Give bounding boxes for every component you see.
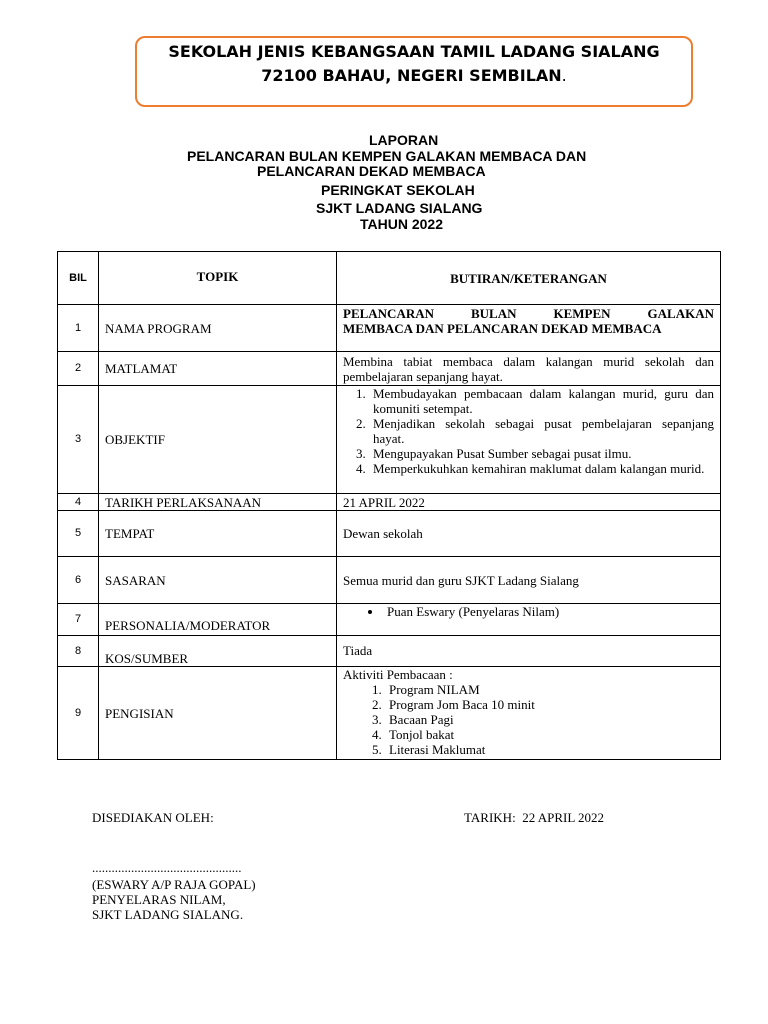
row-butiran: 21 APRIL 2022 xyxy=(337,494,721,511)
activity-list xyxy=(343,682,714,757)
row-bil: 3 xyxy=(58,386,99,494)
row-butiran: Semua murid dan guru SJKT Ladang Sialang xyxy=(337,557,721,604)
row-butiran: Tiada xyxy=(337,636,721,667)
school-header-box xyxy=(135,36,693,107)
row-bil: 4 xyxy=(58,494,99,511)
objective-list xyxy=(343,386,714,476)
table-row xyxy=(58,511,721,557)
table-row xyxy=(58,494,721,511)
row-bil: 7 xyxy=(58,604,99,636)
table-header-row xyxy=(58,252,721,305)
personalia-list xyxy=(343,604,714,619)
title-line-1: LAPORAN xyxy=(369,132,439,148)
program-name-line-1: PELANCARAN BULAN KEMPEN GALAKAN xyxy=(343,306,714,321)
row-bil: 5 xyxy=(58,511,99,557)
list-item: 3. Bacaan Pagi xyxy=(385,712,714,727)
header-topik: TOPIK xyxy=(99,252,337,305)
row-butiran xyxy=(337,667,721,760)
row-topik: PENGISIAN xyxy=(99,667,337,760)
school-address: 72100 BAHAU, NEGERI SEMBILAN. xyxy=(261,66,567,85)
title-line-6: TAHUN 2022 xyxy=(360,216,443,232)
row-bil: 2 xyxy=(58,352,99,386)
date-field xyxy=(464,810,604,825)
list-item: 1. Program NILAM xyxy=(385,682,714,697)
pengisian-intro: Aktiviti Pembacaan : xyxy=(343,667,453,682)
list-item: 2. Program Jom Baca 10 minit xyxy=(385,697,714,712)
program-name-line-2: MEMBACA DAN PELANCARAN DEKAD MEMBACA xyxy=(343,321,662,336)
row-butiran xyxy=(337,604,721,636)
list-item: 4. Tonjol bakat xyxy=(385,727,714,742)
table-row xyxy=(58,604,721,636)
row-bil: 8 xyxy=(58,636,99,667)
table-row xyxy=(58,305,721,352)
row-topik: TEMPAT xyxy=(99,511,337,557)
list-item: 3. Mengupayakan Pusat Sumber sebagai pusat ilmu. xyxy=(369,446,714,461)
row-topik: TARIKH PERLAKSANAAN xyxy=(99,494,337,511)
list-item: 4. Memperkukuhkan kemahiran maklumat dalam kalangan murid. xyxy=(369,461,714,476)
row-topik: PERSONALIA/MODERATOR xyxy=(99,604,337,636)
date-label: TARIKH: xyxy=(464,810,516,825)
row-topik: KOS/SUMBER xyxy=(99,636,337,667)
title-line-5: SJKT LADANG SIALANG xyxy=(316,200,483,216)
table-row xyxy=(58,352,721,386)
table-row xyxy=(58,557,721,604)
list-item: 2. Menjadikan sekolah sebagai pusat pembelajaran sepanjang hayat. xyxy=(369,416,714,446)
row-topik: OBJEKTIF xyxy=(99,386,337,494)
signature-line: .............................................. xyxy=(92,860,242,875)
row-bil: 9 xyxy=(58,667,99,760)
report-table xyxy=(57,251,721,760)
list-item: 1. Membudayakan pembacaan dalam kalangan murid, guru dan komuniti setempat. xyxy=(369,386,714,416)
list-item: • Puan Eswary (Penyelaras Nilam) xyxy=(383,604,714,619)
row-bil: 6 xyxy=(58,557,99,604)
prepared-by-label: DISEDIAKAN OLEH: xyxy=(92,810,214,825)
row-topik: SASARAN xyxy=(99,557,337,604)
row-butiran xyxy=(337,386,721,494)
school-name: SEKOLAH JENIS KEBANGSAAN TAMIL LADANG SIALANG xyxy=(168,42,660,61)
header-bil: BIL xyxy=(58,252,99,305)
title-line-4: PERINGKAT SEKOLAH xyxy=(321,182,475,198)
title-line-2: PELANCARAN BULAN KEMPEN GALAKAN MEMBACA DAN xyxy=(187,148,587,164)
signatory-name: (ESWARY A/P RAJA GOPAL) xyxy=(92,877,256,892)
row-topik: MATLAMAT xyxy=(99,352,337,386)
row-bil: 1 xyxy=(58,305,99,352)
signatory-school: SJKT LADANG SIALANG. xyxy=(92,907,244,922)
title-line-3: PELANCARAN DEKAD MEMBACA xyxy=(257,163,486,179)
date-value: 22 APRIL 2022 xyxy=(522,810,605,825)
table-row xyxy=(58,636,721,667)
row-butiran: Dewan sekolah xyxy=(337,511,721,557)
signatory-position: PENYELARAS NILAM, xyxy=(92,892,226,907)
header-butiran: BUTIRAN/KETERANGAN xyxy=(337,252,721,305)
table-row xyxy=(58,386,721,494)
table-row xyxy=(58,667,721,760)
row-butiran xyxy=(337,305,721,352)
row-butiran: Membina tabiat membaca dalam kalangan murid sekolah dan pembelajaran sepanjang hayat. xyxy=(337,352,721,386)
list-item: 5. Literasi Maklumat xyxy=(385,742,714,757)
row-topik: NAMA PROGRAM xyxy=(99,305,337,352)
